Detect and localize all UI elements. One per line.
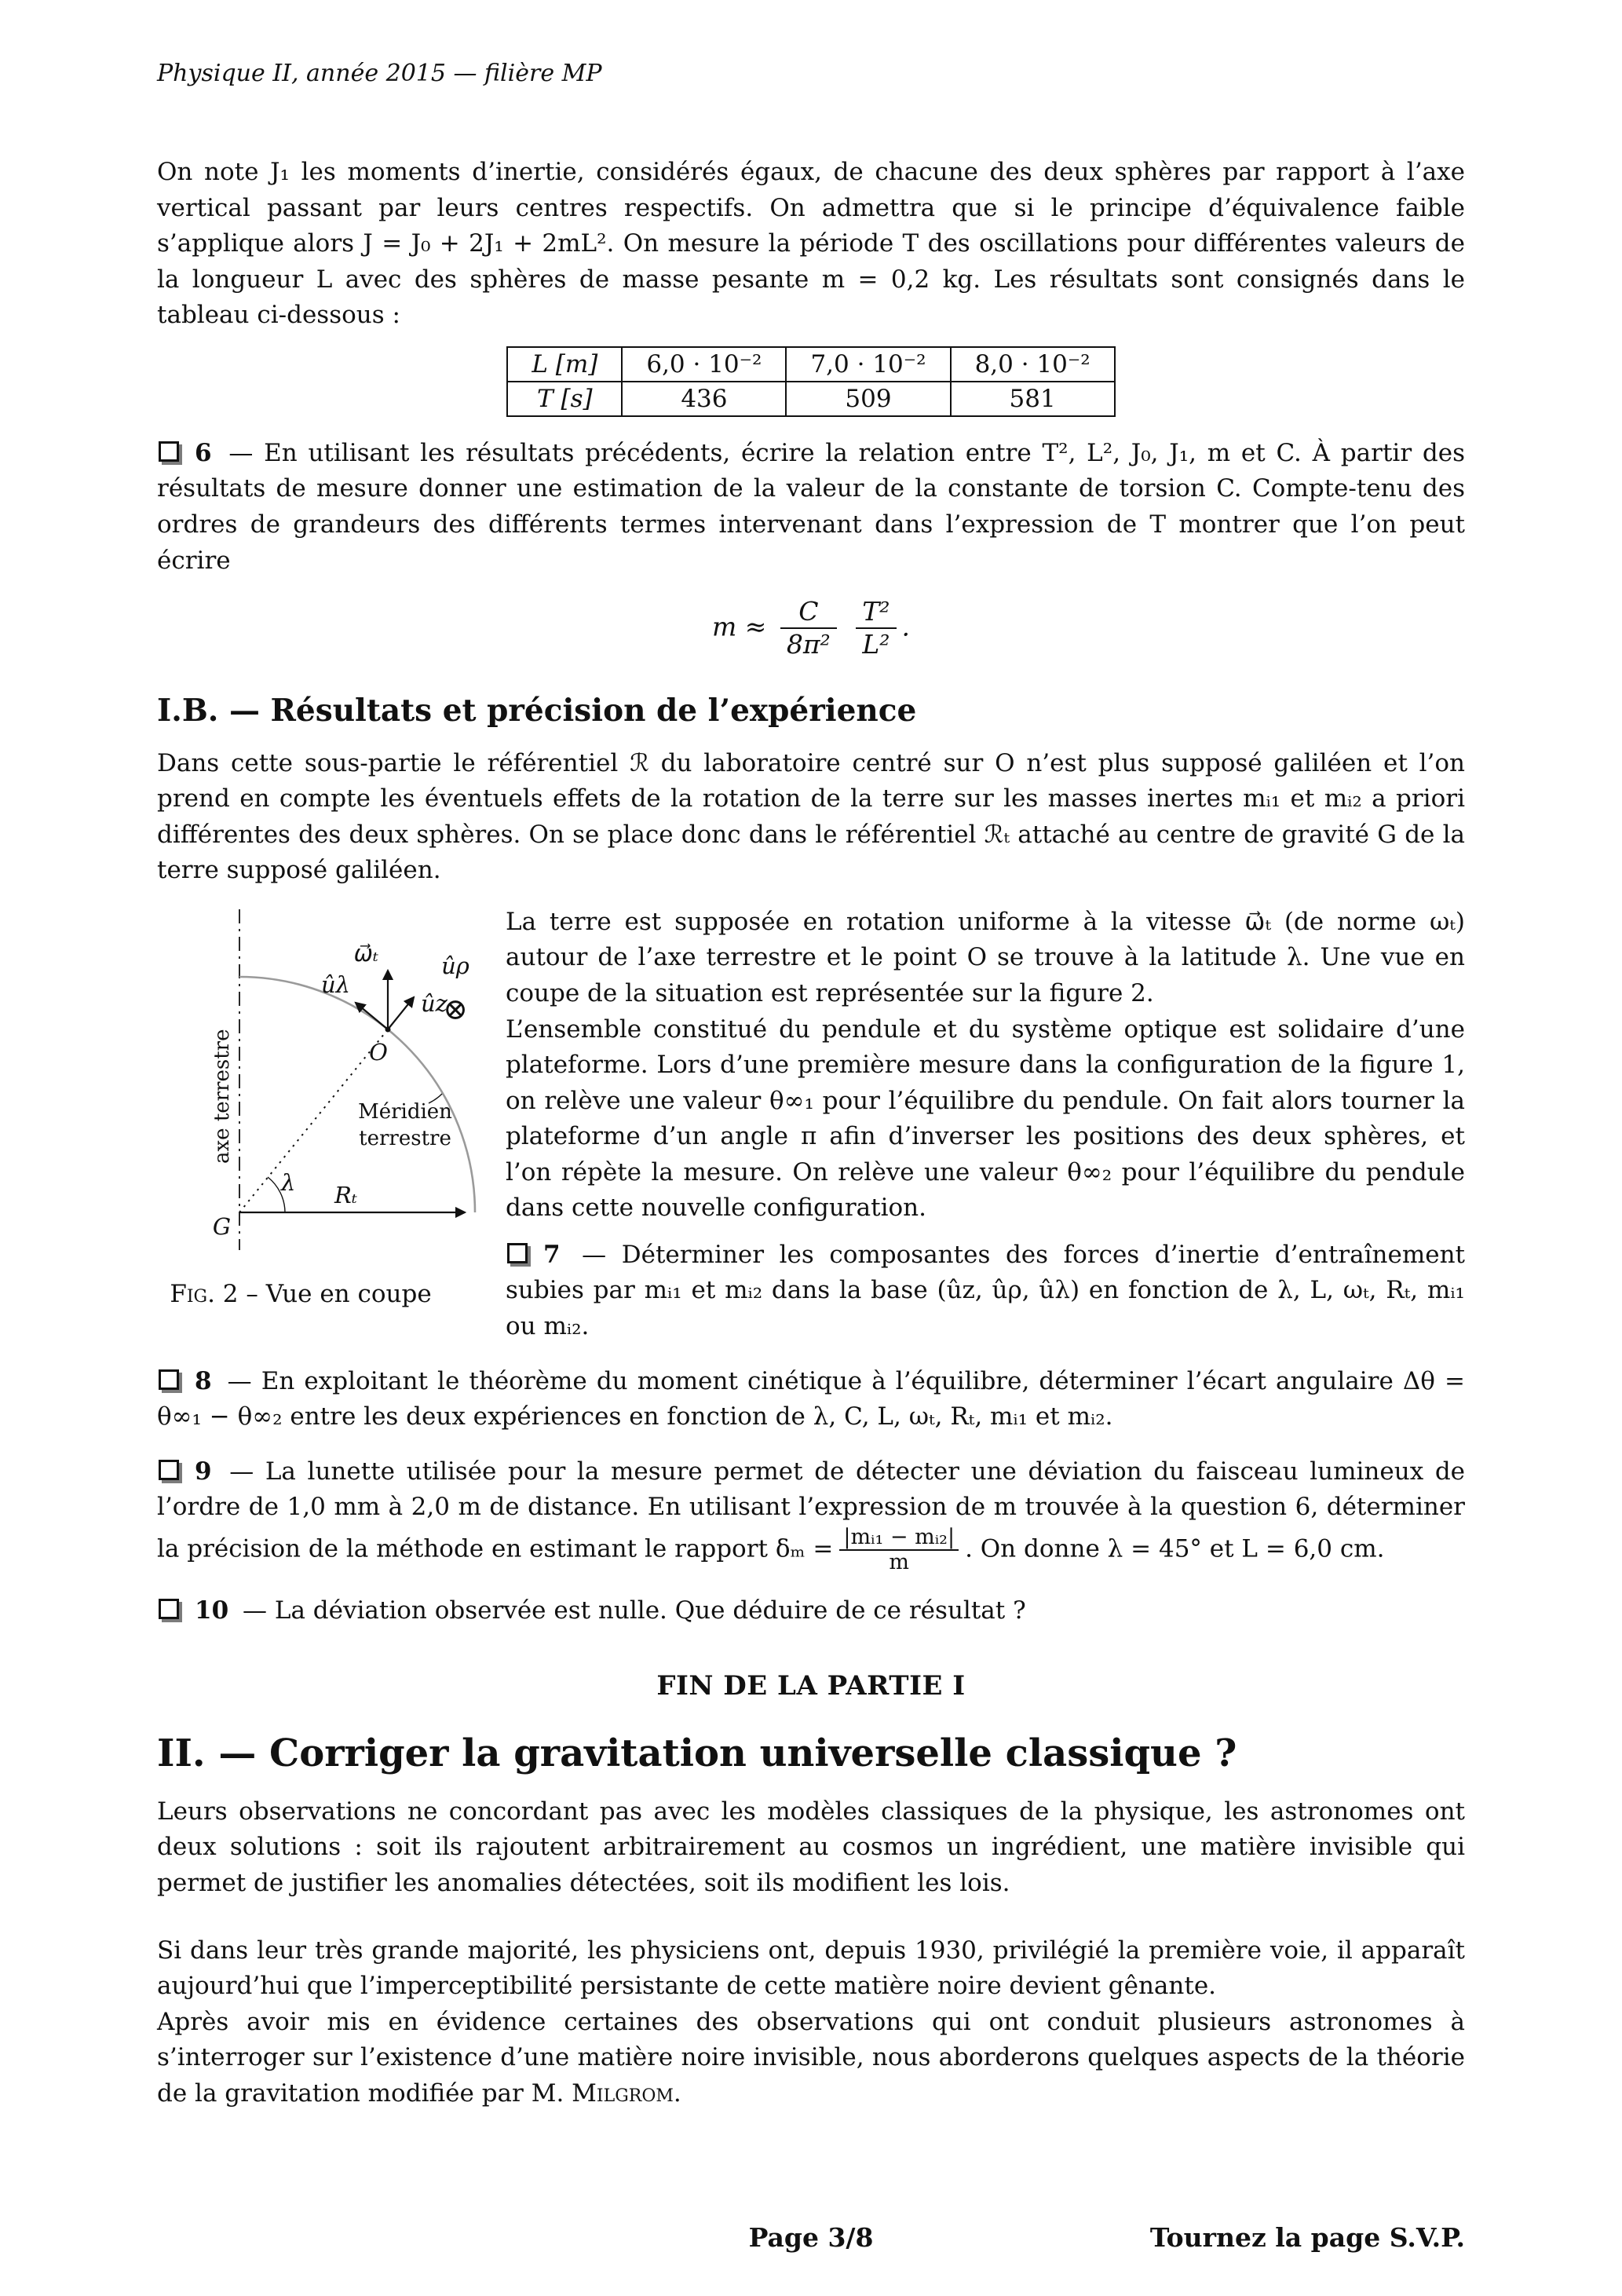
question-6-number: 6 [195, 438, 212, 467]
table-cell: L [m] [507, 347, 622, 382]
figure-side-text [506, 905, 1465, 1345]
table-cell: 436 [622, 382, 786, 416]
figure-2-diagram [116, 905, 485, 1266]
u-z-label: ûz [421, 989, 448, 1017]
table-cell: T [s] [507, 382, 622, 416]
table-row [507, 347, 1114, 382]
figure-2 [116, 905, 485, 1345]
point-o-dot [385, 1026, 391, 1032]
side-paragraph-1: La terre est supposée en rotation uniforme à la vitesse ω⃗ₜ (de norme ωₜ) autour de l’axe terrestre et le point O se trouve à la latitude λ. Une vue en coupe de la situation est représentée sur la figure 2. [506, 907, 1465, 1007]
u-z-vector [388, 997, 414, 1029]
section-heading-ib: I.B. — Résultats et précision de l’expérience [157, 692, 917, 729]
ballot-square-icon [159, 441, 179, 462]
question-8-text: — En exploitant le théorème du moment cinétique à l’équilibre, déterminer l’écart angulaire Δθ = θ∞₁ − θ∞₂ entre les deux expériences en fonction de λ, C, L, ωₜ, Rₜ, mᵢ₁ et mᵢ₂. [157, 1366, 1465, 1431]
formula-period: . [901, 611, 911, 642]
latitude-lambda-label: λ [281, 1168, 296, 1196]
table-row [507, 382, 1114, 416]
question-9-text-2: . On donne λ = 45° et L = 6,0 cm. [965, 1534, 1385, 1563]
question-10-text: — La déviation observée est nulle. Que déduire de ce résultat ? [243, 1596, 1026, 1625]
figure-caption-text: – Vue en coupe [246, 1279, 432, 1308]
formula-fraction-2: $\frac{\text{T²}}{\text{L²}}$ [856, 596, 896, 661]
question-7-text: — Déterminer les composantes des forces d’inertie d’entraînement subies par mᵢ₁ et mᵢ₂ dans la base (ûz, ûρ, ûλ) en fonction de λ, L, ωₜ, Rₜ, mᵢ₁ ou mᵢ₂. [506, 1240, 1465, 1340]
question-9-number: 9 [195, 1457, 212, 1486]
running-header: Physique II, année 2015 — filière MP [157, 60, 602, 87]
formula-lhs: m ≈ [711, 611, 767, 642]
earth-radius-label: Rₜ [334, 1181, 357, 1208]
table-cell: 509 [786, 382, 950, 416]
omega-t-label: ω⃗ₜ [353, 939, 378, 967]
side-paragraph-2: L’ensemble constitué du pendule et du système optique est solidaire d’une plateforme. Lors d’une première mesure dans la configuration de la figure 1, on relève une valeur θ∞₁ pour l’équilibre du pendule. On fait alors tourner la plateforme d’un angle π afin d’inverser les positions des deux sphères, et l’on répète la mesure. On relève une valeur θ∞₂ pour l’équilibre du pendule dans cette nouvelle configuration. [506, 1015, 1465, 1223]
table-cell: 6,0 · 10⁻² [622, 347, 786, 382]
meridian-label-line1: Méridien [358, 1099, 452, 1124]
meridian-label-line2: terrestre [359, 1126, 451, 1150]
section-ii-paragraph-3 [157, 2005, 1465, 2112]
figure-and-text-row [157, 905, 1465, 1345]
question-6 [157, 436, 1465, 579]
page-number: Page 3/8 [748, 2222, 874, 2253]
question-7-number: 7 [543, 1240, 561, 1269]
turn-page-notice: Tournez la page S.V.P. [1149, 2222, 1465, 2253]
question-6-text: — En utilisant les résultats précédents, écrire la relation entre T², L², J₀, J₁, m et C. À partir des résultats de mesure donner une estimation de la valeur de la constante de torsion C. Compte-tenu des ordres de grandeurs des différents termes intervenant dans l’expression de T montrer que l’on peut écrire [157, 438, 1465, 575]
point-g-label: G [212, 1212, 231, 1240]
section-ii-paragraph-3-text: Après avoir mis en évidence certaines des observations qui ont conduit plusieurs astronomes à s’interroger sur l’existence d’une matière noire invisible, nous aborderons quelques aspects de la théorie de la gravitation modifiée par M. [157, 2007, 1465, 2108]
u-rho-label: ûρ [441, 952, 469, 979]
figure-caption [116, 1280, 485, 1308]
page-footer [157, 2222, 1465, 2257]
ballot-square-icon [507, 1243, 528, 1263]
question-8-number: 8 [195, 1366, 212, 1395]
section-ii-paragraph-3-period: . [673, 2078, 681, 2108]
ballot-square-icon [159, 1599, 179, 1619]
table-cell: 8,0 · 10⁻² [951, 347, 1115, 382]
table-cell: 581 [951, 382, 1115, 416]
intro-paragraph: On note J₁ les moments d’inertie, considérés égaux, de chacune des deux sphères par rapport à l’axe vertical passant par leurs centres respectifs. On admettra que si le principe d’équivalence faible s’applique alors J = J₀ + 2J₁ + 2mL². On mesure la période T des oscillations pour différentes valeurs de la longueur L avec des sphères de masse pesante m = 0,2 kg. Les résultats sont consignés dans le tableau ci-dessous : [157, 158, 1465, 330]
part-1-end-banner: FIN DE LA PARTIE I [656, 1669, 966, 1702]
question-7 [506, 1238, 1465, 1345]
question-10-number: 10 [195, 1596, 229, 1625]
question-9 [157, 1454, 1465, 1575]
section-ib-paragraph: Dans cette sous-partie le référentiel ℛ du laboratoire centré sur O n’est plus supposé galiléen et l’on prend en compte les éventuels effets de la rotation de la terre sur les masses inertes mᵢ₁ et mᵢ₂ a priori différentes des deux sphères. On se place donc dans le référentiel ℛₜ attaché au centre de gravité G de la terre supposé galiléen. [157, 748, 1465, 885]
section-ii-paragraph-1: Leurs observations ne concordant pas avec les modèles classiques de la physique, les astronomes ont deux solutions : soit ils rajoutent arbitrairement au cosmos un ingrédient, une matière invisible qui permet de justifier les anomalies détectées, soit ils modifient les lois. [157, 1797, 1465, 1897]
figure-caption-label: Fig. 2 [170, 1279, 239, 1308]
question-10 [157, 1593, 1465, 1629]
point-o-label: O [369, 1038, 388, 1066]
formula-fraction-1: $\frac{C}{\text{8π²}}$ [780, 596, 837, 661]
measurements-table [506, 346, 1115, 417]
question-8 [157, 1364, 1465, 1435]
question-9-text-1: — La lunette utilisée pour la mesure permet de détecter une déviation du faisceau lumineux de l’ordre de 1,0 mm à 2,0 m de distance. En utilisant l’expression de m trouvée à la question 6, déterminer la précision de la méthode en estimant le rapport δₘ = [157, 1457, 1466, 1563]
into-page-icon: ⊗ [443, 991, 468, 1026]
u-lambda-vector [356, 1003, 388, 1029]
u-lambda-label: ûλ [320, 971, 350, 998]
milgrom-name: Milgrom [572, 2078, 674, 2108]
table-cell: 7,0 · 10⁻² [786, 347, 950, 382]
section-ii-paragraph-2: Si dans leur très grande majorité, les physiciens ont, depuis 1930, privilégié la première voie, il apparaît aujourd’hui que l’imperceptibilité persistante de cette matière noire devient gênante. [157, 1936, 1465, 2001]
formula-m-approx [157, 596, 1465, 661]
ballot-square-icon [159, 1460, 179, 1480]
ballot-square-icon [159, 1369, 179, 1390]
section-heading-ii: II. — Corriger la gravitation universelle classique ? [157, 1731, 1237, 1775]
question-9-fraction: $\frac{\text{|mᵢ₁ − mᵢ₂|}}{m}$ [839, 1526, 959, 1574]
earth-axis-label: axe terrestre [210, 1029, 234, 1164]
